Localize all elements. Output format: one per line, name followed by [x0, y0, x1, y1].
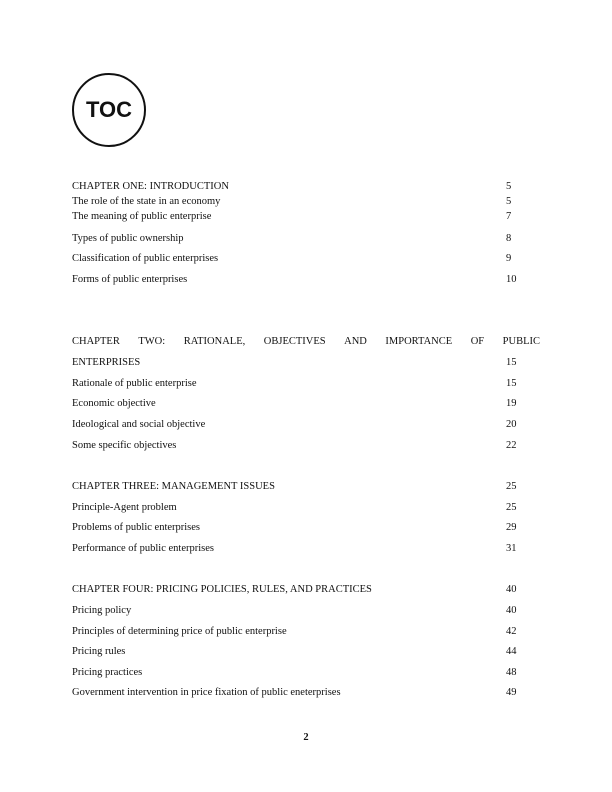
toc-entry-title: Pricing policy — [72, 605, 132, 616]
toc-entry-title: Pricing practices — [72, 667, 143, 678]
page-number: 2 — [303, 732, 309, 743]
toc-entry-title: Economic objective — [72, 398, 156, 409]
toc-entry-page: 19 — [506, 398, 517, 409]
toc-entry-title: Forms of public enterprises — [72, 274, 188, 285]
title-word: IMPORTANCE — [385, 336, 453, 347]
toc-entry-page: 15 — [506, 378, 517, 389]
toc-entry-page: 25 — [506, 481, 517, 492]
toc-entry-title: CHAPTER FOUR: PRICING POLICIES, RULES, AND PRACTICES — [72, 584, 372, 595]
toc-entry-page: 48 — [506, 667, 517, 678]
toc-entry-page: 8 — [506, 233, 512, 244]
toc-entry-page: 10 — [506, 274, 517, 285]
title-word: AND — [344, 336, 367, 347]
toc-entry-page: 29 — [506, 522, 517, 533]
toc-entry-page: 31 — [506, 543, 517, 554]
toc-badge-label: TOC — [85, 97, 133, 122]
toc-entry-page: 44 — [506, 646, 517, 657]
toc-entry-title: Classification of public enterprises — [72, 253, 219, 264]
title-word: OF — [470, 336, 485, 347]
toc-entry-page: 25 — [506, 502, 517, 513]
toc-entry-title: The meaning of public enterprise — [72, 211, 212, 222]
toc-entry-page: 9 — [506, 253, 512, 264]
toc-entry-page: 40 — [506, 584, 517, 595]
title-word: PUBLIC — [502, 336, 540, 347]
toc-entry-title: Ideological and social objective — [72, 419, 206, 430]
toc-entry-title: Pricing rules — [72, 646, 126, 657]
toc-entry-title: Principle-Agent problem — [72, 502, 177, 513]
toc-entry-page: 5 — [506, 196, 512, 207]
toc-entry-title: Types of public ownership — [72, 233, 184, 244]
toc-entry-title: CHAPTER THREE: MANAGEMENT ISSUES — [72, 481, 275, 492]
toc-entry-title: Government intervention in price fixation of public eneterprises — [72, 687, 341, 698]
toc-entry-title: The role of the state in an economy — [72, 196, 221, 207]
toc-entry-title: ENTERPRISES — [72, 357, 141, 368]
toc-entry-page: 42 — [506, 626, 517, 637]
toc-entry-page: 49 — [506, 687, 517, 698]
title-word: OBJECTIVES — [263, 336, 326, 347]
toc-entry-title: Principles of determining price of public enterprise — [72, 626, 287, 637]
title-word: RATIONALE, — [183, 336, 246, 347]
toc-entry-page: 5 — [506, 181, 512, 192]
toc-entry-page: 7 — [506, 211, 512, 222]
title-word: CHAPTER — [72, 336, 120, 347]
toc-entry-title: Problems of public enterprises — [72, 522, 201, 533]
toc-entry-title: CHAPTER ONE: INTRODUCTION — [72, 181, 229, 192]
toc-entry-title: Rationale of public enterprise — [72, 378, 197, 389]
toc-entry-page: 20 — [506, 419, 517, 430]
toc-entry-page: 22 — [506, 440, 517, 451]
toc-entry-title: Some specific objectives — [72, 440, 177, 451]
toc-entry-page: 40 — [506, 605, 517, 616]
title-word: TWO: — [138, 336, 166, 347]
toc-entry-title: Performance of public enterprises — [72, 543, 214, 554]
toc-chapter-2-title-line1[interactable] — [72, 335, 540, 348]
toc-badge — [72, 73, 146, 147]
toc-entry-page: 15 — [506, 357, 517, 368]
